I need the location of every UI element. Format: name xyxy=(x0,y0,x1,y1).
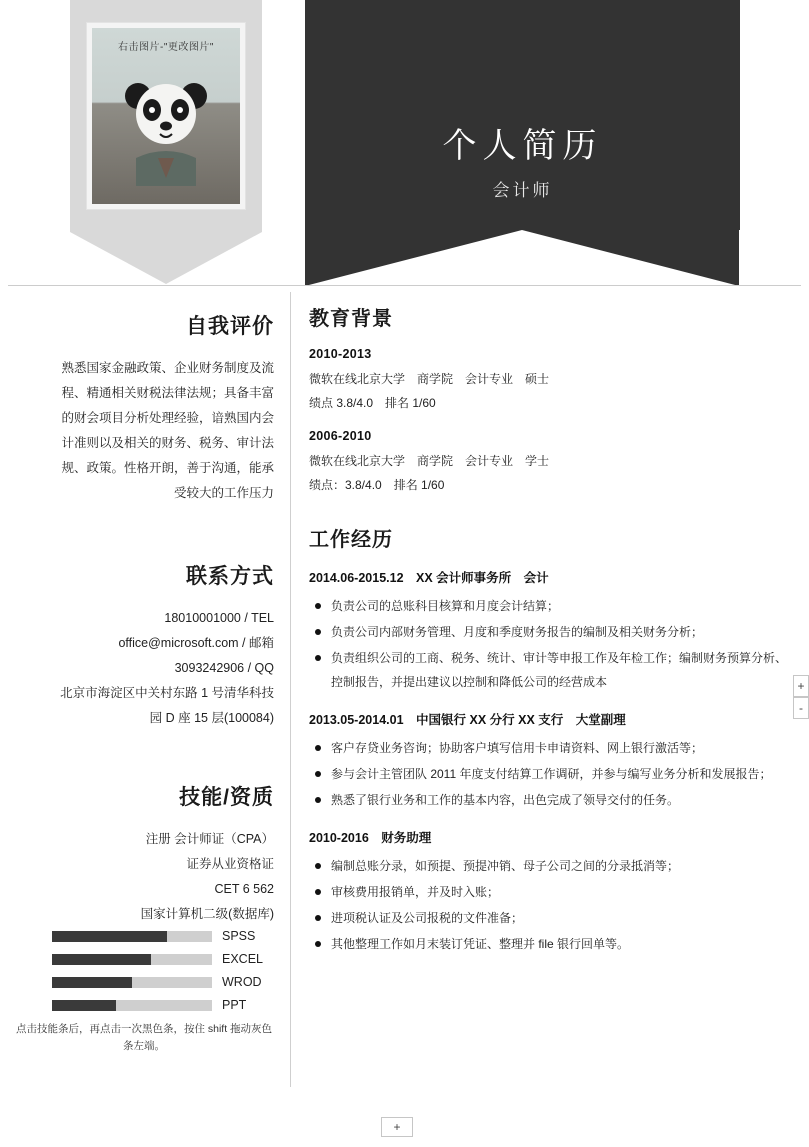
experience-entry xyxy=(309,568,791,694)
contact-address-line1: 北京市海淀区中关村东路 1 号清华科技 xyxy=(60,686,274,700)
experience-heading: 2013.05-2014.01 中国银行 XX 分行 XX 支行 大堂副理 xyxy=(309,713,626,727)
add-page-button[interactable]: + xyxy=(381,1117,413,1137)
experience-entry xyxy=(309,710,791,812)
education-entry xyxy=(309,429,791,497)
certificate-item: CET 6 562 xyxy=(214,882,274,896)
education-title: 教育背景 xyxy=(309,308,393,330)
certificate-item: 注册 会计师证（CPA） xyxy=(145,832,274,846)
spacer xyxy=(14,731,274,773)
certificate-list xyxy=(14,827,274,927)
resume-header xyxy=(0,0,809,285)
skill-bar-track[interactable] xyxy=(52,977,212,988)
contact-title: 联系方式 xyxy=(186,565,274,588)
skills-title: 技能/资质 xyxy=(179,786,274,809)
experience-entry xyxy=(309,828,791,956)
education-date: 2010-2013 xyxy=(309,347,372,361)
skill-label: EXCEL xyxy=(222,952,263,966)
experience-duty: 参与会计主管团队 2011 年度支付结算工作调研，并参与编写业务分析和发展报告； xyxy=(309,762,791,786)
zoom-in-button[interactable]: + xyxy=(793,675,809,697)
skill-row[interactable] xyxy=(14,975,274,989)
skill-bar-list xyxy=(14,929,274,1012)
education-date: 2006-2010 xyxy=(309,429,372,443)
education-gpa: 绩点：3.8/4.0 排名 1/60 xyxy=(309,478,445,492)
photo-block xyxy=(70,0,262,232)
photo-caption: 右击图片-"更改图片" xyxy=(118,42,214,53)
skill-label: SPSS xyxy=(222,929,256,943)
certificate-item: 国家计算机二级(数据库) xyxy=(140,907,274,921)
skill-row[interactable] xyxy=(14,952,274,966)
certificate-item: 证券从业资格证 xyxy=(186,857,274,871)
self-evaluation-line: 熟悉国家金融政策、企业财务制度及流 xyxy=(61,361,274,375)
experience-duty: 负责组织公司的工商、税务、统计、审计等申报工作及年检工作；编制财务预算分析、控制报告，并提出建议以控制和降低公司的经营成本 xyxy=(309,646,791,694)
photo-frame[interactable] xyxy=(86,22,246,210)
contact-list xyxy=(14,606,274,731)
experience-heading: 2014.06-2015.12 XX 会计师事务所 会计 xyxy=(309,571,549,585)
experience-duty: 进项税认证及公司报税的文件准备； xyxy=(309,906,791,930)
skill-row[interactable] xyxy=(14,929,274,943)
page-subtitle: 会计师 xyxy=(492,181,553,200)
skill-bar-track[interactable] xyxy=(52,931,212,942)
experience-duty: 负责公司内部财务管理、月度和季度财务报告的编制及相关财务分析； xyxy=(309,620,791,644)
self-evaluation-line: 受较大的工作压力 xyxy=(173,486,274,500)
photo-image[interactable] xyxy=(92,28,240,204)
contact-address-line2: 园 D 座 15 层(100084) xyxy=(149,711,274,725)
experience-duty: 审核费用报销单，并及时入账； xyxy=(309,880,791,904)
skill-bar-track[interactable] xyxy=(52,1000,212,1011)
experience-duty: 负责公司的总账科目核算和月度会计结算； xyxy=(309,594,791,618)
right-column xyxy=(291,286,809,1147)
self-evaluation-line: 规、政策。性格开朗，善于沟通，能承 xyxy=(61,461,274,475)
title-banner xyxy=(305,0,740,230)
panda-illustration xyxy=(118,66,214,186)
contact-phone: 18010001000 / TEL xyxy=(164,611,274,625)
self-evaluation-line: 程、精通相关财税法律法规；具备丰富 xyxy=(61,386,274,400)
skill-row[interactable] xyxy=(14,998,274,1012)
experience-duty: 客户存贷业务咨询；协助客户填写信用卡申请资料、网上银行激活等； xyxy=(309,736,791,760)
education-gpa: 绩点 3.8/4.0 排名 1/60 xyxy=(309,396,436,410)
self-evaluation-line: 计准则以及相关的财务、税务、审计法 xyxy=(61,436,274,450)
resume-body xyxy=(0,286,809,1147)
experience-duty: 其他整理工作如月末装订凭证、整理并 file 银行回单等。 xyxy=(309,932,791,956)
spacer xyxy=(309,497,791,523)
self-evaluation-title: 自我评价 xyxy=(186,315,274,338)
education-school: 微软在线北京大学 商学院 会计专业 硕士 xyxy=(309,372,550,386)
education-entry xyxy=(309,347,791,415)
education-school: 微软在线北京大学 商学院 会计专业 学士 xyxy=(309,454,550,468)
experience-heading: 2010-2016 财务助理 xyxy=(309,831,432,845)
left-column xyxy=(0,286,290,1147)
skill-label: WROD xyxy=(222,975,262,989)
spacer xyxy=(14,510,274,552)
self-evaluation-line: 的财会项目分析处理经验，谙熟国内会 xyxy=(61,411,274,425)
experience-duty: 熟悉了银行业务和工作的基本内容，出色完成了领导交付的任务。 xyxy=(309,788,791,812)
zoom-out-button[interactable]: - xyxy=(793,697,809,719)
experience-duty: 编制总账分录，如预提、预提冲销、母子公司之间的分录抵消等； xyxy=(309,854,791,878)
page-title: 个人简历 xyxy=(442,127,603,165)
experience-duty-list xyxy=(309,736,791,812)
skill-bar-track[interactable] xyxy=(52,954,212,965)
skill-label: PPT xyxy=(222,998,247,1012)
contact-email: office@microsoft.com / 邮箱 xyxy=(118,636,274,650)
contact-qq: 3093242906 / QQ xyxy=(174,661,274,675)
self-evaluation-text xyxy=(14,356,274,506)
experience-title: 工作经历 xyxy=(309,529,393,551)
experience-duty-list xyxy=(309,594,791,694)
skill-hint-text: 点击技能条后，再点击一次黑色条，按住 shift 拖动灰色条左端。 xyxy=(15,1023,273,1052)
experience-duty-list xyxy=(309,854,791,956)
